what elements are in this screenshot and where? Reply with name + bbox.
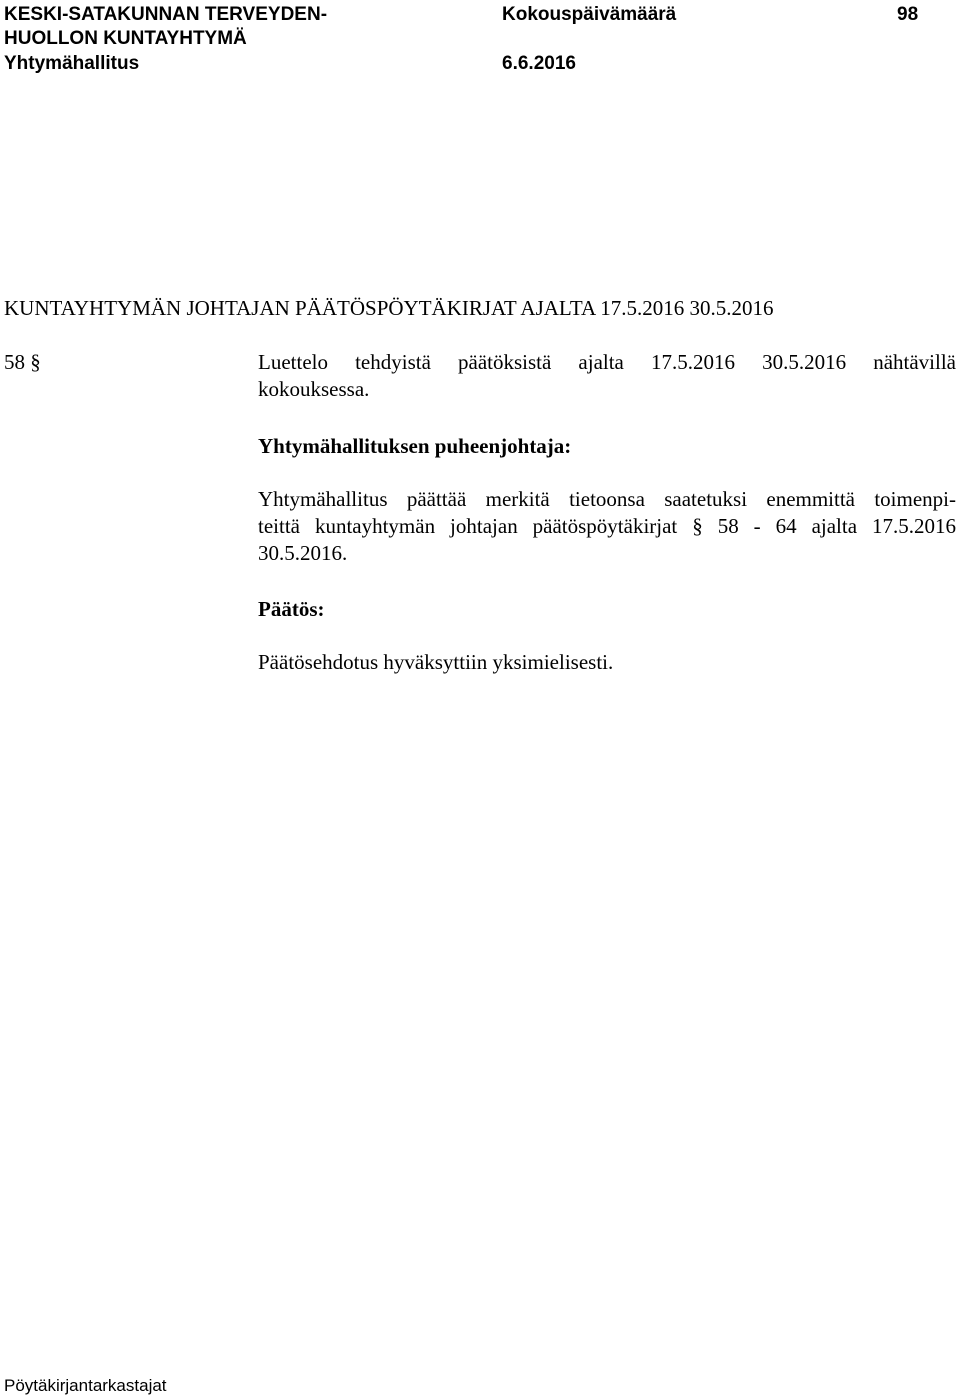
decision-heading: Päätös: xyxy=(258,597,325,621)
footer-label: Pöytäkirjantarkastajat xyxy=(4,1376,167,1395)
organization-name-line-1: KESKI-SATAKUNNAN TERVEYDEN- xyxy=(4,4,328,25)
organization-name-line-2: HUOLLON KUNTAYHTYMÄ xyxy=(4,28,247,49)
proposal-text-line-1: Yhtymähallitus päättää merkitä tietoonsa saatetuksi enemmittä toimenpi- xyxy=(258,487,956,511)
meeting-date-value: 6.6.2016 xyxy=(502,53,576,74)
proposal-text-line-2: teittä kuntayhtymän johtajan päätöspöytäkirjat § 58 - 64 ajalta 17.5.2016 xyxy=(258,514,956,538)
section-title: KUNTAYHTYMÄN JOHTAJAN PÄÄTÖSPÖYTÄKIRJAT AJALTA 17.5.2016 30.5.2016 xyxy=(4,296,774,320)
page-number: 98 xyxy=(897,4,919,25)
section-number: 58 § xyxy=(4,350,41,374)
proposal-text-line-3: 30.5.2016. xyxy=(258,541,348,565)
decision-text: Päätösehdotus hyväksyttiin yksimielisesti. xyxy=(258,650,614,674)
meeting-date-label: Kokouspäivämäärä xyxy=(502,4,677,25)
section-description-line-1: Luettelo tehdyistä päätöksistä ajalta 17.5.2016 30.5.2016 nähtävillä xyxy=(258,350,956,374)
proposal-heading: Yhtymähallituksen puheenjohtaja: xyxy=(258,434,572,458)
body-name: Yhtymähallitus xyxy=(4,53,140,74)
section-description-line-2: kokouksessa. xyxy=(258,377,370,401)
